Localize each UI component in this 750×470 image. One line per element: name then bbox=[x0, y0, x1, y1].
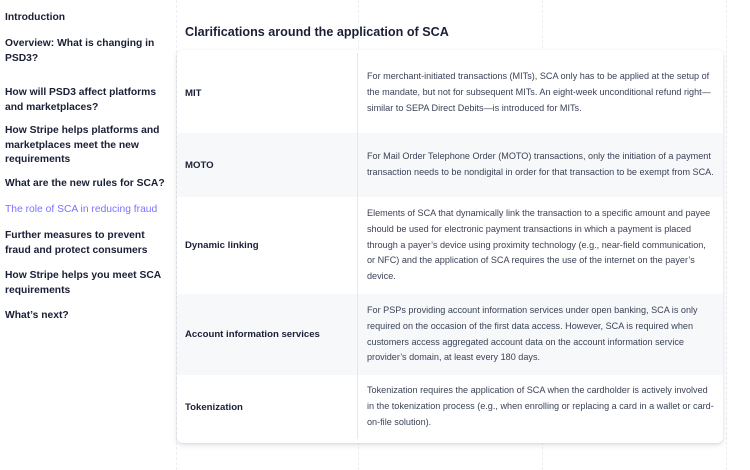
toc-link-overview[interactable]: Overview: What is changing in PSD3? bbox=[5, 38, 155, 64]
table-row bbox=[177, 53, 723, 133]
description-cell: For merchant-initiated transactions (MITs), SCA only has to be applied at the setup of the mandate, but not for subsequent MITs. An eight-week unconditional refund right—similar to SEPA Direct Debits—is introduced for MITs. bbox=[367, 71, 711, 113]
table-row bbox=[177, 133, 723, 197]
section-title: Clarifications around the application of SCA bbox=[185, 25, 449, 39]
description-cell: Tokenization requires the application of SCA when the cardholder is actively involved in the tokenization process (e.g., when enrolling or replacing a card in a wallet or card-on-file solution). bbox=[367, 385, 714, 427]
term-cell: MIT bbox=[177, 53, 358, 133]
toc-link-new-sca-rules[interactable]: What are the new rules for SCA? bbox=[5, 178, 165, 189]
description-cell: For PSPs providing account information services under open banking, SCA is only required on the occasion of the first data access. However, SCA is required when customers access aggregated account data on the account information service provider’s domain, at least every 180 days. bbox=[367, 304, 698, 363]
toc-link-stripe-platforms[interactable]: How Stripe helps platforms and marketplaces meet the new requirements bbox=[5, 125, 160, 165]
description-cell: Elements of SCA that dynamically link the transaction to a specific amount and payee should be used for electronic payment transactions in which a payment is placed through a payer’s device using proximity technology (e.g., near-field communication, or NFC) and the application of SCA requires the use of the internet on the payer’s device. bbox=[367, 207, 711, 282]
table-row bbox=[177, 294, 723, 375]
term-cell: MOTO bbox=[177, 133, 358, 197]
clarifications-table bbox=[177, 50, 723, 443]
term-cell: Dynamic linking bbox=[177, 197, 358, 294]
grid-line bbox=[726, 0, 727, 470]
table-row bbox=[177, 197, 723, 294]
term-cell: Tokenization bbox=[177, 375, 358, 439]
toc-link-further-measures[interactable]: Further measures to prevent fraud and protect consumers bbox=[5, 230, 148, 256]
toc-link-introduction[interactable]: Introduction bbox=[5, 12, 66, 23]
table-row bbox=[177, 375, 723, 439]
description-cell: For Mail Order Telephone Order (MOTO) transactions, only the initiation of a payment transaction needs to be nondigital in order for that transaction to be exempt from SCA. bbox=[367, 151, 714, 177]
term-cell: Account information services bbox=[177, 294, 358, 375]
toc-link-psd3-platforms[interactable]: How will PSD3 affect platforms and marketplaces? bbox=[5, 87, 157, 113]
toc-link-whats-next[interactable]: What’s next? bbox=[5, 310, 69, 321]
toc-link-role-of-sca[interactable]: The role of SCA in reducing fraud bbox=[5, 204, 158, 215]
toc-link-stripe-sca[interactable]: How Stripe helps you meet SCA requirements bbox=[5, 270, 161, 296]
